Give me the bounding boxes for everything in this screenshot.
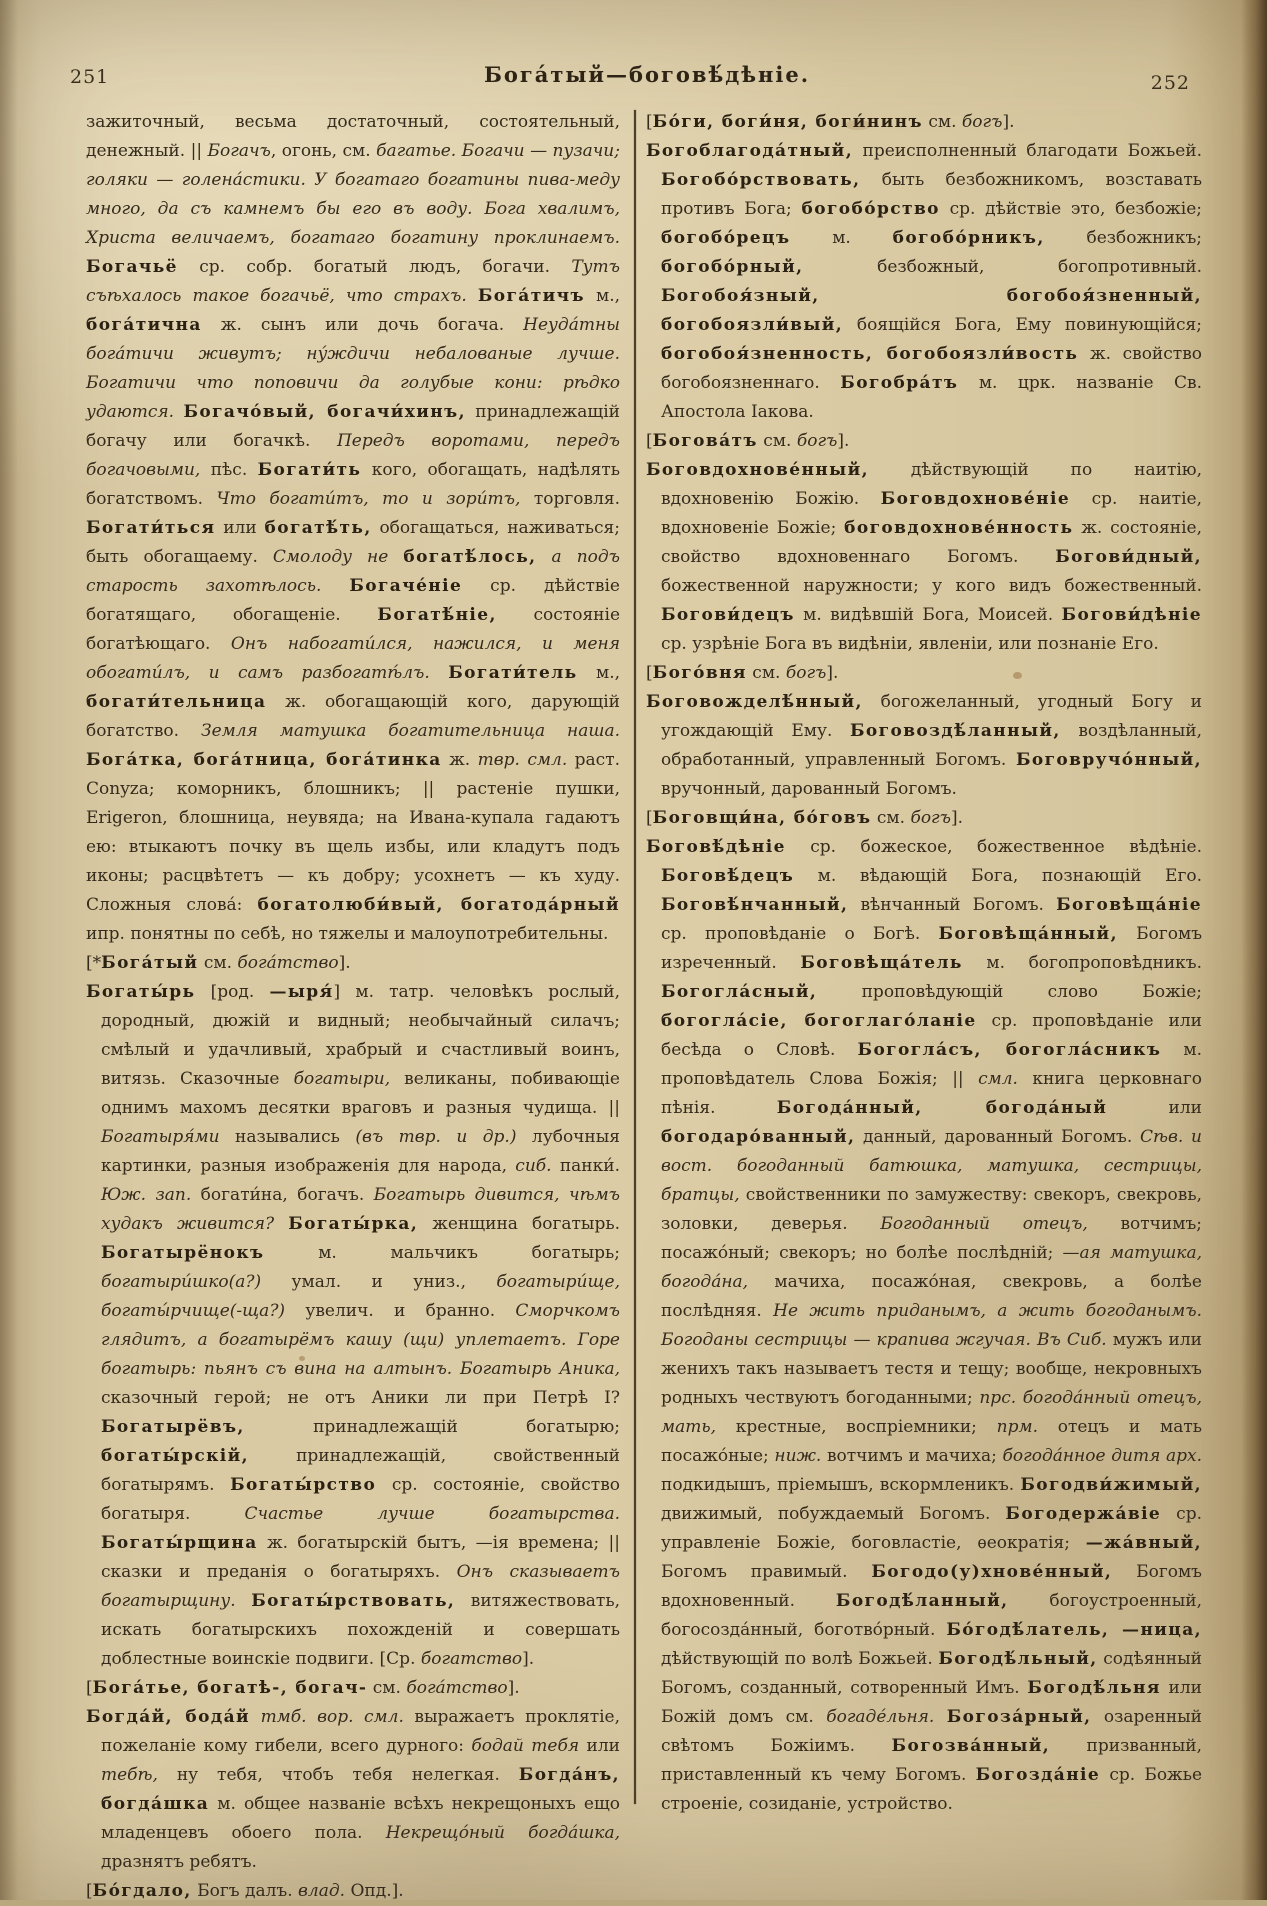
body-text: м. црк. названіе Св. Апостола Іакова. [661,373,1202,422]
headword-text: богатѣ́ть, [264,518,372,538]
body-text: дразнятъ ребятъ. [101,1852,257,1872]
page-left-edge-shadow [0,0,18,1900]
example-text: а подъ старость захотѣлось. [86,547,621,596]
example-text: Не жить приданымъ, а жить богоданымъ. Богоданы сестрицы — крапива жгучая. Въ Сиб. [661,1301,1202,1350]
page-number-right: 252 [1150,72,1190,94]
body-text: раст. Conyza; коморникъ, блошникъ; || растеніе пушки, Erigeron, блошница, неувяда; на Ивана-купала гадаютъ ею: втыкаютъ почку въ щель избы, или кладутъ подъ иконы; расцвѣтетъ — къ добру; усохнетъ — къ худу. Сложныя слова́: [86,750,621,915]
body-text: ср. божеское, божественное вѣдѣніе. [785,837,1202,857]
headword-text: Богозда́ніе [975,1765,1101,1785]
headword-text: Богозва́нный, [891,1736,1051,1756]
example-text: Что богати́тъ, то и зори́тъ, [216,489,534,509]
example-text: прм. [996,1417,1038,1437]
body-text: см. [871,808,911,828]
headword-text: Богати́ться [86,518,216,538]
body-text: м. [790,228,893,248]
body-text: ]. [826,663,839,683]
example-text: смл. [978,1069,1018,1089]
headword-text: Боговѣща́тель [800,953,963,973]
body-text: богати́на, богачъ. [191,1185,374,1205]
example-text: Смолоду не [272,547,404,567]
example-text: Богачъ [207,141,271,161]
body-text: м. видѣвшій Бога, Моисей. [794,605,1062,625]
headword-text: Бога́тка, бога́тница, бога́тинка [86,750,442,770]
body-text: дѣйствующій по волѣ Божьей. [661,1649,939,1669]
headword-text: Богогла́сный, [661,982,818,1002]
example-text: богатыри́шко(а?) [101,1272,262,1292]
example-text: богъ [910,808,951,828]
body-text: ср. дѣйствіе богатящаго, обогащеніе. [86,576,620,625]
headword-text: Богодви́жимый, [1020,1475,1202,1495]
dictionary-paragraph [646,137,1202,427]
headword-text: богаты́рскій, [101,1446,249,1466]
example-text: бога́тство [406,1678,508,1698]
dictionary-paragraph [86,108,620,949]
headword-text: Богачьё [86,257,178,277]
dictionary-paragraph [646,804,1202,833]
body-text: Богомъ вдохновенный. [661,1562,1202,1611]
headword-text: Бога́тичъ [477,286,585,306]
body-text: или Божій домъ см. [661,1678,1202,1727]
headword-text: —ыря́ [269,982,334,1002]
headword-text: Богаты́рство [230,1475,377,1495]
headword-text: Боговдохнове́нный, [646,460,869,480]
dictionary-paragraph [86,1674,620,1703]
headword-text: Богачо́вый, богачи́хинъ, [183,402,466,422]
body-text: движимый, побуждаемый Богомъ. [661,1504,1006,1524]
body-text: умал. и униз., [261,1272,497,1292]
left-column [86,108,620,1906]
body-text: Богомъ изреченный. [661,924,1203,973]
headword-text: богатѣ́лось, [403,547,537,567]
dictionary-paragraph [646,427,1202,456]
body-text: лубочныя картинки, разныя изображенія для народа, [101,1127,620,1176]
body-text: ]. [522,1649,535,1669]
headword-text: Богова́тъ [652,431,758,451]
body-text: книга церковнаго пѣнія. [661,1069,1202,1118]
body-text: см. [746,663,786,683]
body-text: или [215,518,265,538]
body-text: м. общее названіе всѣхъ некрещоныхъ ещо младенцевъ обоего пола. [101,1794,620,1843]
body-text: [род. [195,982,270,1002]
example-text: Счастье лучше богатырства. [244,1504,620,1524]
body-text: [ [646,431,653,451]
example-text: богатыри, [293,1069,391,1089]
dictionary-paragraph [646,688,1202,804]
body-text: см. [922,112,962,132]
body-text: ]. [338,953,351,973]
body-text: или [579,1736,620,1756]
headword-text: Боговѣ́нчанный, [661,895,849,915]
headword-text: богобоя́зненность, богобоязли́вость [661,344,1079,364]
body-text: кого, обогащать, надѣлять богатствомъ. [86,460,620,509]
headword-text: Богда́нъ, богда́шка [101,1765,620,1814]
example-text: Богатыря́ми [101,1127,220,1147]
body-text: ]. [837,431,850,451]
headword-text: Богобра́тъ [840,373,959,393]
body-text: см. [757,431,797,451]
body-text: ] м. татр. человѣкъ рослый, дородный, дюжій и видный; необычайный силачъ; смѣлый и удачливый, храбрый и счастливый воинъ, витязь. Сказочные [101,982,620,1089]
headword-text: Бо́ги, боги́ня, боги́нинъ [652,112,923,132]
body-text: божественной наружности; у кого видъ божественный. [661,576,1202,596]
body-text: воздѣланный, обработанный, управленный Богомъ. [661,721,1202,770]
body-text: [ [86,1678,93,1698]
body-text: увелич. и бранно. [285,1301,516,1321]
body-text: ср. дѣйствіе это, безбожіе; [939,199,1203,219]
body-text: безбожникъ; [1044,228,1202,248]
example-text: Богоданный отецъ, [880,1214,1088,1234]
headword-text: Богоза́рный, [946,1707,1092,1727]
body-text: сказочный герой; не отъ Аники ли при Петрѣ I? [101,1388,620,1408]
body-text: данный, дарованный Богомъ. [855,1127,1141,1147]
headword-text: Богови́дный, [1055,547,1202,567]
dictionary-paragraph [86,978,620,1674]
headword-text: бога́тична [86,315,202,335]
headword-text: богобо́рникъ, [892,228,1045,248]
body-text: см. [367,1678,407,1698]
headword-text: Богатѣ́ніе, [377,605,497,625]
headword-text: Богатырёнокъ [101,1243,265,1263]
headword-text: Богатырёвъ, [101,1417,245,1437]
headword-text: богатолюби́вый, богатода́рный [257,895,620,915]
headword-text: богобо́рный, [661,257,804,277]
body-text: ну тебя, чтобъ тебя нелегкая. [157,1765,519,1785]
example-text: тмб. вор. смл. [260,1707,404,1727]
headword-text: Боговѣща́нный, [938,924,1118,944]
body-text: , огонь, см. [270,141,377,161]
column-divider-rule [634,110,636,1804]
body-text: безбожный, богопротивный. [803,257,1202,277]
body-text: мужъ или женихъ такъ называетъ тестя и тещу; вообще, некровныхъ родныхъ чествуютъ богоданными; [661,1330,1202,1408]
headword-text: Богаты́рщина [101,1533,258,1553]
headword-text: Бога́тье, богатѣ-, богач- [92,1678,368,1698]
headword-text: Богодѣ́льня [1027,1678,1161,1698]
example-text: Неуда́тны бога́тичи живутъ; ну́ждичи небалованые лучше. Богатичи что поповичи да голубые кони: рѣдко удаются. [86,315,620,422]
body-text: витяжествовать, искать богатырскихъ похожденій и совершать доблестные воинскіе подвиги. [Ср. [101,1591,620,1669]
body-text: ипр. понятны по себѣ, но тяжелы и малоупотребительны. [86,924,609,944]
body-text: выражаетъ проклятіе, пожеланіе кому гибели, всего дурного: [101,1707,620,1756]
body-text: богоустроенный, богосозда́нный, боготво́рный. [661,1591,1202,1640]
body-text: ]. [1002,112,1015,132]
example-text: бога́тство [237,953,339,973]
body-text: м., [577,663,620,683]
headword-text: богобо́рство [801,199,940,219]
body-text: ]. [950,808,964,828]
body-text: м., [584,286,620,306]
headword-text: Богодѣ́ланный, [835,1591,1009,1611]
headword-text: Богоблагода́тный, [646,141,854,161]
headword-text: Богодо(у)хнове́нный, [871,1562,1113,1582]
dictionary-paragraph [86,1703,620,1877]
headword-text: Бо́гдало, [92,1881,192,1901]
body-text: дѣйствующій по наитію, вдохновенію Божію. [661,460,1202,509]
body-text: ж. сынъ или дочь богача. [201,315,524,335]
example-text: —ая матушка, богода́на, [661,1243,1202,1292]
body-text: Опд.]. [345,1881,404,1901]
body-text: [ [646,112,653,132]
headword-text: Богаты́рка, [288,1214,419,1234]
example-text: Онъ сказываетъ богатырщину. [101,1562,620,1611]
example-text: богаде́льня. [826,1707,935,1727]
body-text: принадлежащій богачу или богачкѣ. [86,402,620,451]
body-text: пѣс. [210,460,258,480]
page-right-edge-shadow [1241,0,1267,1900]
example-text: (въ твр. и др.) [355,1127,517,1147]
headword-text: Богови́дѣніе [1061,605,1202,625]
body-text: преисполненный благодати Божьей. [853,141,1202,161]
headword-text: боговдохнове́нность [844,518,1074,538]
headword-text: Богодѣ́льный, [938,1649,1098,1669]
body-text: ср. Божье строеніе, созиданіе, устройство. [661,1765,1203,1814]
body-text: вотчимъ и мачиха; [821,1446,1003,1466]
body-text: ср. проповѣданіе или бесѣда о Словѣ. [661,1011,1202,1060]
example-text: ниж. [774,1446,822,1466]
body-text: свойственники по замужеству: свекоръ, свекровь, золовки, деверья. [661,1185,1202,1234]
body-text: принадлежащій, свойственный богатырямъ. [101,1446,620,1495]
body-text: озаренный свѣтомъ Божіимъ. [661,1707,1203,1756]
body-text: [ [86,1881,93,1901]
headword-text: богати́тельница [86,692,267,712]
example-text: Онъ набогати́лся, нажился, и меня обогати́лъ, и самъ разбогатѣ́лъ. [86,634,620,683]
body-text: боящійся Бога, Ему повинующійся; [843,315,1202,335]
body-text: [ [646,663,653,683]
body-text: зажиточный, весьма достаточный, состоятельный, денежный. || [86,112,620,161]
headword-text: Бого́вня [652,663,747,683]
body-text: [* [86,953,102,973]
running-title: Бога́тый—боговѣ́дѣніе. [483,62,811,87]
body-text: м. вѣдающій Бога, познающій Его. [794,866,1202,886]
body-text: обогащаться, наживаться; быть обогащаему. [86,518,620,567]
headword-text: Богда́й, бода́й [86,1707,251,1727]
body-text: подкидышъ, пріемышъ, вскормленикъ. [661,1475,1021,1495]
example-text: Передъ воротами, передъ богачовыми, [86,431,620,480]
body-text: вѣнчанный Богомъ. [848,895,1057,915]
body-text: содѣянный Богомъ, созданный, сотворенный Имъ. [661,1649,1202,1698]
body-text: ]. [507,1678,520,1698]
body-text: ср. наитіе, вдохновеніе Божіе; [661,489,1202,538]
example-text: Некрещо́ный богда́шка, [385,1823,620,1843]
page-header [70,62,1208,96]
body-text: или [1107,1098,1202,1118]
example-text: Богатырь дивится, чѣмъ худакъ живится? [101,1185,620,1234]
body-text: проповѣдующій слово Божіе; [817,982,1202,1002]
example-text: влад. [298,1881,346,1901]
body-text [934,1707,946,1727]
headword-text: Боговщи́на, бо́говъ [652,808,872,828]
example-text: богъ [785,663,827,683]
body-text: ср. проповѣданіе о Богѣ. [661,924,939,944]
headword-text: —жа́вный, [1085,1533,1202,1553]
body-text: ж. состояніе, свойство вдохновеннаго Богомъ. [661,518,1202,567]
headword-text: Боговѣ́дѣніе [646,837,786,857]
body-text: ж. богатырскій бытъ, —ія времена; || сказки и преданія о богатыряхъ. [101,1533,620,1582]
body-text: торговля. [533,489,620,509]
page-number-left: 251 [70,66,110,88]
body-text: ср. собр. богатый людъ, богачи. [177,257,572,277]
body-text: вотчимъ; посажо́ный; свекоръ; но болѣе послѣдній; [661,1214,1202,1263]
example-text: Сморчкомъ глядитъ, а богатырёмъ кашу (щи) уплетаетъ. Горе богатырь: пьянъ съ вина на алтынъ. Богатырь Аника, [101,1301,620,1379]
body-text: м. проповѣдатель Слова Божія; || [661,1040,1203,1089]
headword-text: Боговѣ́децъ [661,866,795,886]
headword-text: богодаро́ванный, [661,1127,856,1147]
body-text: великаны, побивающіе однимъ махомъ десятки враговъ и разныя чудища. || [101,1069,620,1118]
body-text: женщина богатырь. [418,1214,620,1234]
headword-text: Богаты́рь [86,982,196,1002]
body-text: ж. [441,750,478,770]
headword-text: Боговдохнове́ніе [880,489,1071,509]
body-text: см. [198,953,238,973]
body-text: призванный, приставленный къ чему Богомъ. [661,1736,1203,1785]
headword-text: богобо́рецъ [661,228,791,248]
headword-text: Богобоя́зный, богобоя́зненный, богобоязли́вый, [661,286,1202,335]
body-text: богожеланный, угодный Богу и угождающій Ему. [661,692,1202,741]
headword-text: Богови́децъ [661,605,795,625]
body-text: панки́. [551,1156,620,1176]
body-text: ж. обогащающій кого, дарующій богатство. [86,692,620,741]
example-text: богатыри́ще, богаты́рчище(-ща?) [101,1272,620,1321]
body-text: ср. узрѣніе Бога въ видѣніи, явленіи, или познаніе Его. [661,634,1159,654]
headword-text: Боговожделѣ́нный, [646,692,863,712]
headword-text: Боговручо́нный, [1015,750,1202,770]
headword-text: Богодержа́віе [1005,1504,1162,1524]
example-text: тебѣ, [101,1765,158,1785]
dictionary-paragraph [86,1877,620,1906]
headword-text: Богаче́ніе [349,576,463,596]
body-text: Богъ далъ. [191,1881,299,1901]
headword-text: Богогла́съ, богогла́сникъ [857,1040,1162,1060]
headword-text: Богобо́рствовать, [661,170,861,190]
dictionary-paragraph [646,108,1202,137]
headword-text: Богаты́рствовать, [251,1591,456,1611]
example-text: Земля матушка богатительница наша. [200,721,620,741]
body-text: состояніе богатѣющаго. [86,605,621,654]
headword-text: Богати́тель [448,663,578,683]
body-text: быть безбожникомъ, возставать противъ Бога; [661,170,1202,219]
example-text: богатство [420,1649,523,1669]
headword-text: Богода́нный, богода́ный [776,1098,1108,1118]
headword-text: богогла́сіе, богоглаго́ланіе [661,1011,977,1031]
example-text: Сѣв. и вост. богоданный батюшка, матушка, сестрицы, братцы, [661,1127,1202,1205]
example-text: Тутъ съѣхалось такое богачьё, что страхъ. [86,257,620,306]
headword-text: Боговоздѣ́ланный, [849,721,1061,741]
body-text: Богомъ правимый. [661,1562,872,1582]
body-text: м. мальчикъ богатырь; [264,1243,620,1263]
body-text: ж. свойство богобоязненнаго. [661,344,1202,393]
example-text: богода́нное дитя арх. [1002,1446,1202,1466]
example-text: сиб. [515,1156,552,1176]
right-column [646,108,1202,1819]
text-columns [86,108,1210,1906]
body-text: [ [646,808,653,828]
dictionary-paragraph [86,949,620,978]
example-text: бодай тебя [471,1736,580,1756]
body-text: крестные, воспріемники; [716,1417,997,1437]
body-text [250,1707,261,1727]
example-text: твр. смл. [477,750,575,770]
body-text: ср. управленіе Божіе, боговластіе, ѳеократія; [661,1504,1202,1553]
headword-text: Богати́ть [257,460,362,480]
dictionary-paragraph [646,456,1202,659]
body-text: принадлежащій богатырю; [244,1417,620,1437]
example-text: богъ [961,112,1003,132]
example-text: богъ [796,431,838,451]
body-text: ср. состояніе, свойство богатыря. [101,1475,621,1524]
body-text: м. богопроповѣдникъ. [962,953,1202,973]
headword-text: Бо́годѣ́латель, —ница, [946,1620,1202,1640]
body-text: назывались [219,1127,356,1147]
example-text: прс. богода́нный отецъ, мать, [661,1388,1202,1437]
example-text: Юж. зап. [101,1185,192,1205]
body-text: мачиха, посажо́ная, свекровь, а болѣе послѣдняя. [661,1272,1202,1321]
headword-text: Боговѣща́ніе [1056,895,1202,915]
example-text: багатье. Богачи — пузачи; голяки — голена́стики. У богатаго богатины пива-меду много, да съ камнемъ бы его въ воду. Бога хвалимъ, Христа величаемъ, богатаго богатину проклинаемъ. [86,141,620,248]
headword-text: Бога́тый [101,953,199,973]
body-text: отецъ и мать посажо́ные; [661,1417,1203,1466]
dictionary-paragraph [646,833,1202,1819]
body-text: вручонный, дарованный Богомъ. [661,779,957,799]
dictionary-paragraph [646,659,1202,688]
